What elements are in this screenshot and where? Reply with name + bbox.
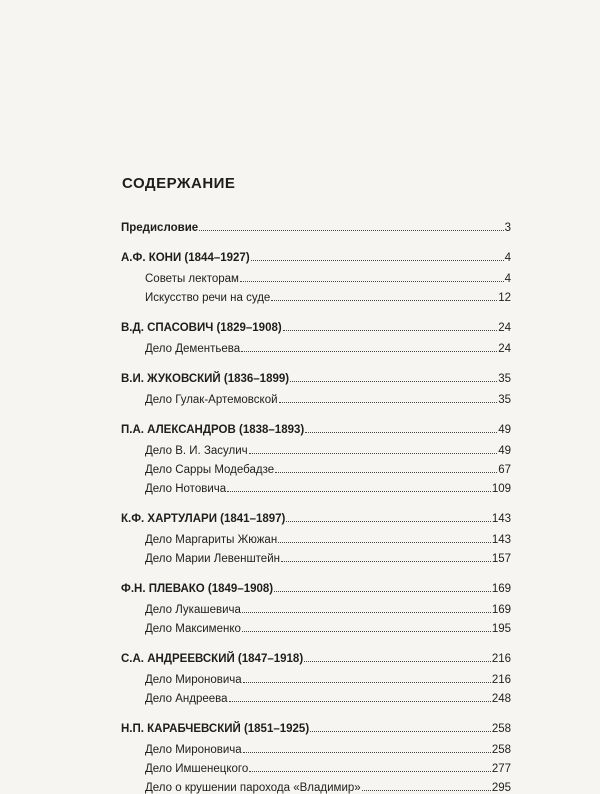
toc-page-number: 195: [491, 623, 511, 635]
toc-page-number: 12: [498, 292, 511, 304]
toc-page-number: 4: [504, 252, 511, 264]
toc-subentry: [121, 546, 511, 565]
toc-entry-label: Предисловие: [121, 222, 199, 234]
toc-entry-label: Дело Мироновича: [145, 674, 242, 686]
toc-entry-label: А.Ф. КОНИ (1844–1927): [121, 252, 250, 264]
dot-leader: [251, 260, 504, 261]
toc-section-entry: [121, 246, 511, 264]
toc-entry-label: Дело Нотовича: [145, 483, 227, 495]
dot-leader: [305, 432, 497, 433]
toc-subentry: [121, 438, 511, 457]
dot-leader: [274, 591, 491, 592]
toc-entry-label: Искусство речи на суде: [145, 292, 271, 304]
toc-page-number: 35: [498, 394, 511, 406]
toc-page-number: 248: [491, 693, 511, 705]
dot-leader: [278, 542, 491, 543]
dot-leader: [241, 351, 497, 352]
dot-leader: [243, 682, 491, 683]
dot-leader: [279, 402, 498, 403]
toc-subentry: [121, 457, 511, 476]
table-of-contents: [121, 216, 511, 794]
toc-subentry: [121, 476, 511, 495]
toc-section-entry: [121, 577, 511, 595]
toc-page-number: 143: [491, 534, 511, 546]
toc-section-entry: [121, 316, 511, 334]
dot-leader: [290, 381, 497, 382]
toc-subentry: [121, 756, 511, 775]
toc-subentry: [121, 616, 511, 635]
toc-entry-label: Советы лекторам: [145, 273, 239, 285]
dot-leader: [243, 752, 491, 753]
toc-subentry: [121, 775, 511, 794]
toc-section-entry: [121, 216, 511, 234]
toc-page-number: 216: [491, 653, 511, 665]
toc-entry-label: Дело В. И. Засулич: [145, 445, 248, 457]
toc-entry-label: Дело Максименко: [145, 623, 241, 635]
toc-page-number: 258: [491, 723, 511, 735]
toc-entry-label: Ф.Н. ПЛЕВАКО (1849–1908): [121, 583, 274, 595]
dot-leader: [229, 701, 491, 702]
dot-leader: [281, 561, 491, 562]
toc-page-number: 277: [491, 763, 511, 775]
toc-subentry: [121, 387, 511, 406]
dot-leader: [271, 300, 497, 301]
toc-entry-label: Дело Имшенецкого: [145, 763, 249, 775]
toc-subentry: [121, 667, 511, 686]
toc-subentry: [121, 737, 511, 756]
dot-leader: [304, 661, 491, 662]
dot-leader: [199, 230, 503, 231]
dot-leader: [310, 731, 491, 732]
toc-entry-label: Дело Дементьева: [145, 343, 241, 355]
toc-section-entry: [121, 647, 511, 665]
dot-leader: [286, 521, 490, 522]
toc-page-number: 216: [491, 674, 511, 686]
toc-entry-label: Дело Маргариты Жюжан: [145, 534, 278, 546]
dot-leader: [362, 790, 491, 791]
toc-section-entry: [121, 418, 511, 436]
toc-entry-label: В.И. ЖУКОВСКИЙ (1836–1899): [121, 373, 290, 385]
toc-page-number: 109: [491, 483, 511, 495]
toc-entry-label: Дело Андреева: [145, 693, 228, 705]
toc-subentry: [121, 686, 511, 705]
toc-entry-label: С.А. АНДРЕЕВСКИЙ (1847–1918): [121, 653, 304, 665]
dot-leader: [249, 771, 491, 772]
dot-leader: [283, 330, 498, 331]
toc-page-number: 35: [498, 373, 511, 385]
toc-section-entry: [121, 367, 511, 385]
toc-page-number: 3: [504, 222, 511, 234]
toc-entry-label: Дело Сарры Модебадзе: [145, 464, 275, 476]
toc-page-number: 295: [491, 782, 511, 794]
toc-page-number: 24: [498, 322, 511, 334]
toc-page-number: 49: [498, 424, 511, 436]
toc-entry-label: Дело Марии Левенштейн: [145, 553, 280, 565]
toc-section-entry: [121, 717, 511, 735]
dot-leader: [242, 631, 491, 632]
toc-page-number: 169: [491, 583, 511, 595]
toc-page-number: 258: [491, 744, 511, 756]
toc-page-number: 4: [504, 273, 511, 285]
toc-page-number: 143: [491, 513, 511, 525]
toc-section-entry: [121, 507, 511, 525]
toc-entry-label: Дело Мироновича: [145, 744, 242, 756]
dot-leader: [249, 453, 498, 454]
toc-subentry: [121, 597, 511, 616]
toc-page-number: 24: [498, 343, 511, 355]
dot-leader: [227, 491, 491, 492]
toc-page-number: 67: [498, 464, 511, 476]
page-title: СОДЕРЖАНИЕ: [122, 175, 236, 192]
toc-page-number: 157: [491, 553, 511, 565]
toc-entry-label: К.Ф. ХАРТУЛАРИ (1841–1897): [121, 513, 286, 525]
toc-subentry: [121, 527, 511, 546]
toc-entry-label: Дело Лукашевича: [145, 604, 241, 616]
toc-entry-label: Дело Гулак-Артемовской: [145, 394, 278, 406]
toc-page-number: 169: [491, 604, 511, 616]
toc-subentry: [121, 285, 511, 304]
toc-subentry: [121, 266, 511, 285]
toc-entry-label: П.А. АЛЕКСАНДРОВ (1838–1893): [121, 424, 305, 436]
toc-entry-label: В.Д. СПАСОВИЧ (1829–1908): [121, 322, 282, 334]
toc-page-number: 49: [498, 445, 511, 457]
dot-leader: [240, 281, 504, 282]
toc-entry-label: Н.П. КАРАБЧЕВСКИЙ (1851–1925): [121, 723, 310, 735]
dot-leader: [275, 472, 497, 473]
dot-leader: [242, 612, 491, 613]
toc-entry-label: Дело о крушении парохода «Владимир»: [145, 782, 361, 794]
toc-subentry: [121, 336, 511, 355]
